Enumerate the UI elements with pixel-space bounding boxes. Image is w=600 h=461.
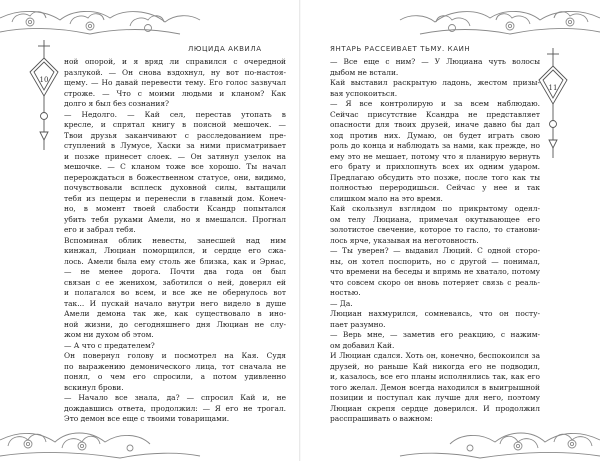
cloud-ornament-bottom-right	[400, 433, 600, 458]
text-line: жом ни духом об этом.	[64, 330, 154, 339]
text-line: Твои друзья заканчивают с расследованием пре-	[64, 130, 286, 140]
text-line: дыбом не встали.	[330, 67, 399, 77]
page-number-left: 10	[39, 76, 49, 84]
text-line: ступлений в Лумусе, Хаски за ними присматривает	[64, 141, 286, 150]
cloud-ornament-bottom-left	[0, 433, 200, 458]
text-line: — не менее дорога. Почти два года он был	[64, 267, 286, 276]
text-line: и, казалось, все его планы исполнялись так, как его	[330, 372, 540, 381]
text-line: роль до конца и наблюдать за нами, как прежде, но	[330, 141, 540, 150]
text-line: друзей, но раньше Кай никогда его не подводил,	[330, 361, 540, 371]
text-line: — Начало все знала, да? — спросил Кай и, не	[64, 393, 286, 402]
text-line: вая успокоиться.	[330, 88, 398, 98]
text-line: строже. — Что с моими людьми и кланом? Как	[64, 88, 286, 98]
text-line: — Я все контролирую и за всем наблюдаю.	[330, 99, 540, 108]
text-line: так... И пускай начало внутри него видело в душе	[64, 298, 286, 308]
text-line: Предлагаю обсудить это позже, после того как ты	[330, 172, 540, 182]
text-line: золотистое свечение, которое то гасло, то станови-	[330, 225, 540, 234]
text-line: что совсем скоро он вновь потеряет связь с реаль-	[330, 277, 540, 287]
text-line: Вспоминая облик невесты, занесшей над ним	[64, 235, 286, 245]
text-line: и позже принесет слоек. — Он затянул узелок на	[64, 151, 286, 161]
text-line: того желал. Демон всегда находился в выигрышной	[330, 382, 540, 392]
text-line: — Все еще с ним? — У Люциана чуть волосы	[330, 57, 540, 66]
text-line: но, в момент твоей слабости Ксандр попытался	[64, 204, 286, 213]
text-line: Сейчас присутствие Ксандра не представляет	[330, 109, 540, 119]
text-line: ной жизни, до сегодняшнего дня Люциан не слу-	[64, 319, 286, 329]
text-line: почувствовали всплеск духовной силы, вытащили	[64, 183, 286, 192]
text-line: долго я был без сознания?	[64, 99, 170, 108]
text-line: мешочке. — С кланом тоже все хорошо. Ты начал	[64, 162, 286, 171]
text-line: слишком мало на это время.	[330, 193, 443, 203]
text-line: его брату и прихлопнуть всех их одним ударом.	[330, 162, 540, 171]
text-line: перерождаться в божественном статусе, они, видимо,	[64, 172, 286, 182]
text-line: по выражению демонического лица, тот сначала не	[64, 361, 286, 371]
text-line: ом телу Люциана, примечая окутывающее его	[330, 214, 540, 224]
cloud-ornament-top-left	[0, 11, 200, 34]
text-line: тебя из пещеры и перенесли в главный дом. Конеч-	[64, 193, 286, 203]
right-page-text	[330, 57, 540, 425]
text-line: его и забрал тебя.	[64, 225, 136, 234]
text-line: опасности для твоих друзей, иначе давно бы дал	[330, 120, 540, 129]
text-line: позиции и поступал как лучше для него, поэтому	[330, 393, 540, 402]
text-line: ом добавил Кай.	[330, 340, 395, 350]
text-line: расспрашивать о важном:	[330, 414, 433, 423]
text-line: дождавшись ответа, продолжил: — Я его не трогал.	[64, 403, 286, 413]
text-line: вскинул брови.	[64, 382, 124, 392]
text-line: ему это не мешает, потому что я планирую вернуть	[330, 151, 540, 161]
text-line: И Люциан сдался. Хоть он, конечно, беспокоился за	[330, 351, 540, 360]
text-line: кресле, и спрятал книгу в поясной мешочек. —	[64, 120, 286, 129]
text-line: кинжал, Люциан поморщился, и сердце его сжа-	[64, 246, 286, 255]
text-line: щему. — Но давай перевести тему. Его голос зазвучал	[64, 78, 286, 87]
text-line: — А что с предателем?	[64, 340, 155, 350]
running-head-right: ЯНТАРЬ РАССЕИВАЕТ ТЬМУ. КАИН	[330, 45, 471, 53]
text-line: ход против них. Думаю, он будет играть свою	[330, 130, 540, 140]
left-page-text	[64, 57, 286, 425]
text-line: — Верь мне, — заметив его реакцию, с нажим-	[330, 330, 540, 339]
text-line: связан с ее женихом, заботился о ней, доверял ей	[64, 277, 286, 287]
book-gutter	[299, 0, 301, 461]
text-line: полностью переродишься. Сейчас у нее и так	[330, 183, 540, 192]
text-line: что времени на беседы и впрямь не хватало, потому	[330, 267, 540, 276]
pendant-ornament-right	[539, 48, 567, 158]
text-line: лось. Амели была ему столь же близка, как и Эрнас,	[64, 256, 286, 266]
pendant-ornament-left	[30, 40, 58, 150]
page-number-right: 11	[548, 84, 558, 92]
text-line: и полагался во всем, и все же не обернулось вот	[64, 288, 286, 297]
text-line: Люциан скрепя сердце доверился. И продолжил	[330, 403, 540, 413]
text-line: пает разумно.	[330, 319, 386, 329]
running-head-left: ЛЮЦИДА АКВИЛА	[188, 45, 262, 53]
text-line: Люциан нахмурился, сомневаясь, что он посту-	[330, 309, 540, 318]
text-line: Кай скользнул взглядом по прикрытому одеял-	[330, 204, 540, 213]
cloud-ornament-top-right	[400, 11, 600, 34]
text-line: Он повернул голову и посмотрел на Кая. Судя	[64, 351, 286, 360]
text-line: разлукой. — Он снова вздохнул, ну вот по-настоя-	[64, 67, 286, 77]
text-line: убить тебя руками Амели, но я вмешался. Прогнал	[64, 214, 286, 224]
text-line: Кай выставил раскрытую ладонь, жестом призы-	[330, 78, 540, 87]
text-line: — Недолго. — Кай сел, перестав утопать в	[64, 109, 286, 119]
text-line: ной опорой, и я вряд ли справился с очередной	[64, 57, 286, 66]
text-line: ностью.	[330, 288, 361, 297]
text-line: понял, о чем его спросили, а потом удивленно	[64, 372, 286, 381]
text-line: Амели демона так же, как существовало в ино-	[64, 309, 286, 318]
text-line: Это демон все еще с твоими товарищами.	[64, 414, 230, 423]
text-line: — Да.	[330, 298, 353, 308]
text-line: ны, он хотел поспорить, но с другой — понимал,	[330, 256, 540, 266]
text-line: лось ярче, указывая на неготовность.	[330, 235, 479, 245]
text-line: — Ты уверен? — выдавил Люций. С одной сторо-	[330, 246, 540, 255]
